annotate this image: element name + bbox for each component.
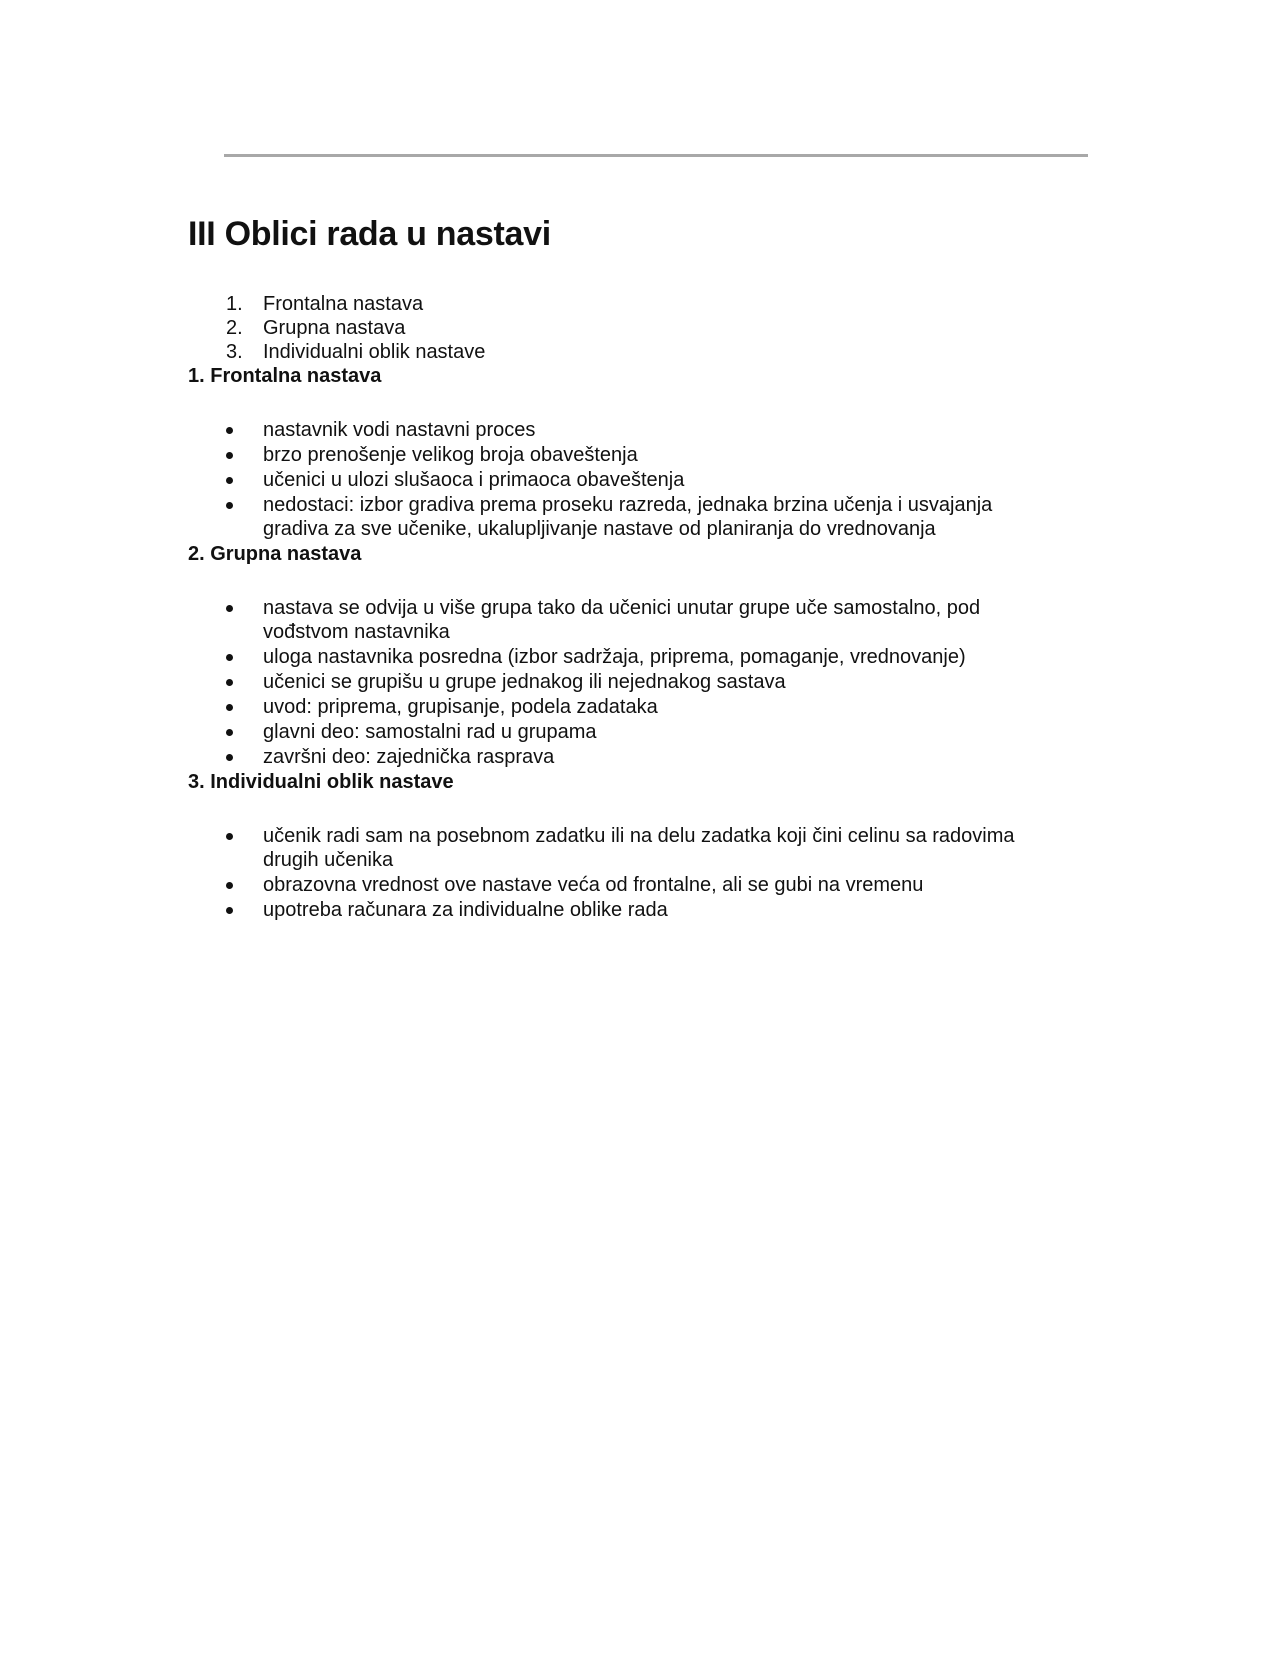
bullet-icon xyxy=(226,907,233,914)
bullet-icon xyxy=(226,477,233,484)
bullet-icon xyxy=(226,502,233,509)
toc-item xyxy=(188,292,1088,316)
document-body xyxy=(188,212,1088,923)
list-item-text: upotreba računara za individualne oblike rada xyxy=(263,899,668,921)
list-item xyxy=(188,443,1063,467)
list-item xyxy=(188,720,1063,744)
toc-text: Frontalna nastava xyxy=(263,293,424,315)
list-item-text: nastava se odvija u više grupa tako da učenici unutar grupe uče samostalno, pod vođstvom nastavnika xyxy=(263,597,981,643)
section-heading-grupna: 2. Grupna nastava xyxy=(188,543,362,565)
list-item-text: završni deo: zajednička rasprava xyxy=(263,746,555,768)
bullet-icon xyxy=(226,605,233,612)
table-of-contents xyxy=(188,292,1088,364)
list-item-text: nastavnik vodi nastavni proces xyxy=(263,419,536,441)
toc-text: Individualni oblik nastave xyxy=(263,341,486,363)
toc-item xyxy=(188,316,1088,340)
list-item xyxy=(188,493,1063,541)
toc-item xyxy=(188,340,1088,364)
list-item-text: učenici se grupišu u grupe jednakog ili nejednakog sastava xyxy=(263,671,786,693)
list-item xyxy=(188,745,1063,769)
bullet-icon xyxy=(226,729,233,736)
list-item xyxy=(188,898,1063,922)
toc-number: 1. xyxy=(226,293,243,315)
list-item xyxy=(188,695,1063,719)
list-item xyxy=(188,824,1063,872)
list-item-text: uvod: priprema, grupisanje, podela zadataka xyxy=(263,696,658,718)
section-heading-individualni: 3. Individualni oblik nastave xyxy=(188,771,454,793)
list-item xyxy=(188,418,1063,442)
bullet-icon xyxy=(226,833,233,840)
list-item-text: uloga nastavnika posredna (izbor sadržaja, priprema, pomaganje, vrednovanje) xyxy=(263,646,966,668)
bullet-icon xyxy=(226,754,233,761)
bullet-icon xyxy=(226,427,233,434)
bullet-icon xyxy=(226,679,233,686)
list-item-text: učenik radi sam na posebnom zadatku ili na delu zadatka koji čini celinu sa radovima drugih učenika xyxy=(263,825,1015,871)
list-item xyxy=(188,873,1063,897)
bullet-icon xyxy=(226,452,233,459)
list-item-text: obrazovna vrednost ove nastave veća od frontalne, ali se gubi na vremenu xyxy=(263,874,924,896)
bullet-icon xyxy=(226,704,233,711)
list-item-text: glavni deo: samostalni rad u grupama xyxy=(263,721,597,743)
section-heading-frontalna: 1. Frontalna nastava xyxy=(188,365,382,387)
list-item-text: učenici u ulozi slušaoca i primaoca obaveštenja xyxy=(263,469,685,491)
toc-text: Grupna nastava xyxy=(263,317,406,339)
section-list-frontalna xyxy=(188,418,1088,541)
list-item xyxy=(188,645,1063,669)
section-list-individualni xyxy=(188,824,1088,922)
list-item-text: nedostaci: izbor gradiva prema proseku razreda, jednaka brzina učenja i usvajanja gradiva za sve učenike, ukalupljivanje nastave od planiranja do vrednovanja xyxy=(263,494,993,540)
toc-number: 3. xyxy=(226,341,243,363)
page-title: III Oblici rada u nastavi xyxy=(188,215,551,253)
list-item xyxy=(188,670,1063,694)
header-rule xyxy=(224,154,1088,157)
bullet-icon xyxy=(226,882,233,889)
list-item-text: brzo prenošenje velikog broja obaveštenja xyxy=(263,444,638,466)
section-list-grupna xyxy=(188,596,1088,769)
toc-number: 2. xyxy=(226,317,243,339)
list-item xyxy=(188,596,1063,644)
list-item xyxy=(188,468,1063,492)
bullet-icon xyxy=(226,654,233,661)
